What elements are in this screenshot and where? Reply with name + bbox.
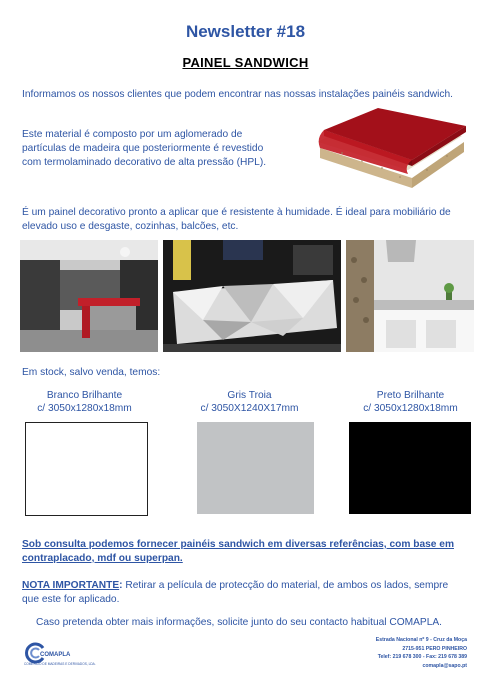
note-text: Retirar a película de protecção do material, de ambos os lados, sempre — [122, 580, 449, 591]
swatch-size: c/ 3050x1280x18mm — [363, 403, 458, 414]
panel-sample-image — [312, 108, 472, 190]
swatch-name: Preto Brilhante — [376, 390, 445, 401]
consult-line: contraplacado, mdf ou superpan. — [22, 553, 183, 564]
section-title: PAINEL SANDWICH — [182, 55, 309, 70]
description-line: elevado uso e desgaste, cozinhas, balcões, etc. — [22, 221, 239, 232]
newsletter-title: Newsletter #18 — [185, 22, 306, 41]
swatch-size: c/ 3050x1280x18mm — [37, 403, 132, 414]
swatch-name: Gris Troia — [227, 390, 272, 401]
consult-line: Sob consulta podemos fornecer painéis sandwich em diversas referências, com base em — [22, 539, 454, 550]
swatch-label-branco — [22, 389, 147, 415]
reception-counter-photo — [163, 240, 341, 352]
logo-tagline: COMERCIO DE MADEIRAS E DERIVADOS, LDA. — [24, 662, 96, 666]
swatch-label-gris — [182, 389, 317, 415]
note-label: NOTA IMPORTANTE — [22, 580, 120, 591]
comapla-logo — [24, 640, 144, 670]
email-line: comapla@sapo.pt — [422, 662, 467, 669]
note-line — [22, 579, 477, 593]
phone-line: Telef: 219 678 300 - Fax: 219 678 389 — [377, 654, 467, 660]
note-colon: : — [119, 580, 123, 591]
material-line: com termolaminado decorativo de alta pressão (HPL). — [22, 157, 267, 168]
swatch-label-preto — [348, 389, 473, 415]
swatch-size: c/ 3050X1240X17mm — [200, 403, 299, 414]
kitchen-photo-red — [20, 240, 158, 352]
intro-text: Informamos os nossos clientes que podem encontrar nas nossas instalações painéis sandwich. — [22, 89, 453, 100]
note-line: que este for aplicado. — [22, 594, 120, 605]
contact-text: Caso pretenda obter mais informações, solicite junto do seu contacto habitual COMAPLA. — [36, 617, 443, 628]
important-note — [22, 579, 477, 607]
swatch-preto-brilhante — [349, 422, 471, 514]
material-line: partículas de madeira que posteriormente é revestido — [22, 143, 264, 154]
description-text — [22, 206, 477, 234]
footer-address — [297, 636, 467, 670]
stock-intro: Em stock, salvo venda, temos: — [22, 367, 161, 378]
address-line: 2715-951 PERO PINHEIRO — [402, 645, 467, 652]
material-line: Este material é composto por um aglomerado de — [22, 129, 243, 140]
logo-name: COMAPLA — [40, 652, 71, 658]
kitchen-photo-white — [346, 240, 474, 352]
swatch-branco-brilhante — [25, 422, 148, 516]
address-line: Estrada Nacional nº 9 - Cruz da Moça — [375, 637, 467, 643]
swatch-gris-troia — [197, 422, 314, 514]
description-line: É um painel decorativo pronto a aplicar que é resistente à humidade. É ideal para mobiliário de — [22, 207, 451, 218]
consult-text — [22, 538, 477, 566]
material-text — [22, 128, 302, 170]
swatch-name: Branco Brilhante — [46, 390, 123, 401]
